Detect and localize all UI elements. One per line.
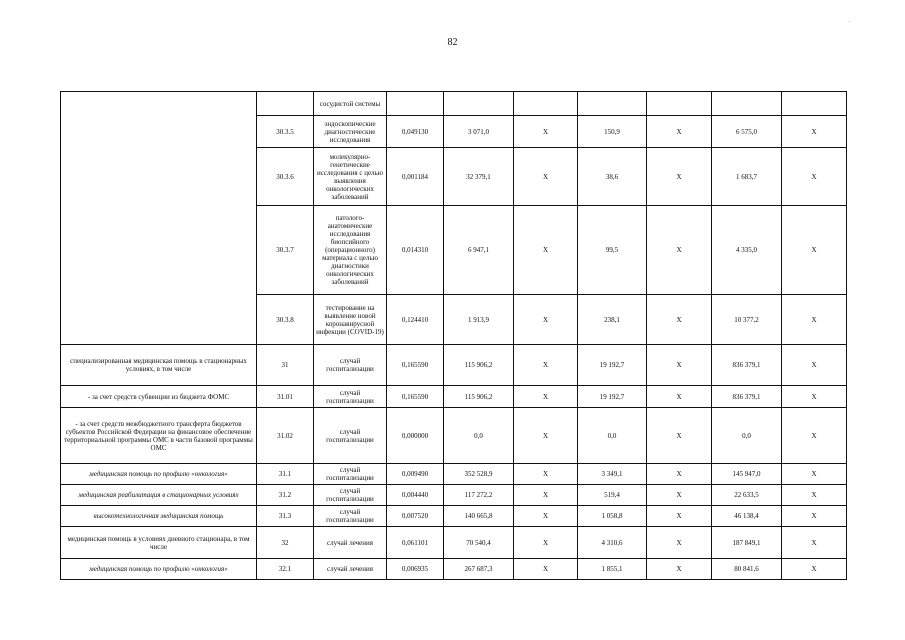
scan-mark: ·: [848, 18, 851, 26]
row-value-cell: X: [782, 559, 847, 580]
row-value-cell: 1 855,1: [578, 559, 647, 580]
row-code-cell: 31.02: [257, 408, 314, 464]
row-value-cell: 187 849,1: [712, 527, 782, 559]
row-value-cell: 19 192,7: [578, 345, 647, 386]
row-unit-cell: случай госпитализации: [314, 345, 387, 386]
row-value-cell: 1 913,9: [444, 295, 514, 345]
row-value-cell: 115 906,2: [444, 386, 514, 408]
row-value-cell: 32 379,1: [444, 148, 514, 206]
row-value-cell: 115 906,2: [444, 345, 514, 386]
row-value-cell: 0,165590: [387, 386, 444, 408]
row-value-cell: 22 633,5: [712, 485, 782, 506]
row-value-cell: X: [647, 345, 712, 386]
row-value-cell: X: [782, 295, 847, 345]
row-value-cell: 352 528,9: [444, 464, 514, 485]
row-unit-cell: случай госпитализации: [314, 506, 387, 527]
row-value-cell: X: [514, 485, 578, 506]
row-value-cell: 836 379,1: [712, 386, 782, 408]
row-value-cell: 6 947,1: [444, 206, 514, 295]
row-code-cell: [257, 92, 314, 116]
row-code-cell: 30.3.7: [257, 206, 314, 295]
row-unit-cell: тестирование на выявление новой коронавирусной инфекции (COVID-19): [314, 295, 387, 345]
row-value-cell: 3 071,0: [444, 116, 514, 148]
row-value-cell: [444, 92, 514, 116]
row-unit-cell: случай госпитализации: [314, 386, 387, 408]
row-value-cell: 38,6: [578, 148, 647, 206]
row-value-cell: X: [782, 206, 847, 295]
row-unit-cell: случай лечения: [314, 559, 387, 580]
table-row: [61, 464, 847, 485]
row-value-cell: 3 349,1: [578, 464, 647, 485]
row-unit-cell: случай госпитализации: [314, 464, 387, 485]
row-value-cell: X: [782, 148, 847, 206]
row-code-cell: 32.1: [257, 559, 314, 580]
row-code-cell: 31.1: [257, 464, 314, 485]
row-value-cell: 117 272,2: [444, 485, 514, 506]
budget-table: [60, 91, 847, 580]
row-value-cell: X: [514, 148, 578, 206]
row-value-cell: 46 138,4: [712, 506, 782, 527]
table-row: [61, 527, 847, 559]
row-value-cell: X: [647, 485, 712, 506]
row-value-cell: 0,000000: [387, 408, 444, 464]
row-value-cell: 836 379,1: [712, 345, 782, 386]
row-value-cell: 0,004440: [387, 485, 444, 506]
row-value-cell: 0,0: [444, 408, 514, 464]
row-value-cell: 0,0: [578, 408, 647, 464]
row-value-cell: X: [647, 464, 712, 485]
row-value-cell: 140 665,8: [444, 506, 514, 527]
row-name-cell: высокотехнологичная медицинская помощь: [61, 506, 257, 527]
row-value-cell: 10 377,2: [712, 295, 782, 345]
row-code-cell: 31.2: [257, 485, 314, 506]
row-value-cell: 70 540,4: [444, 527, 514, 559]
row-unit-cell: эндоскопические диагностические исследования: [314, 116, 387, 148]
row-value-cell: X: [647, 408, 712, 464]
row-name-cell: медицинская помощь по профилю «онкология»: [61, 559, 257, 580]
row-value-cell: 238,1: [578, 295, 647, 345]
row-value-cell: X: [782, 116, 847, 148]
row-value-cell: 99,5: [578, 206, 647, 295]
row-value-cell: 80 841,6: [712, 559, 782, 580]
row-value-cell: X: [782, 527, 847, 559]
row-unit-cell: случай лечения: [314, 527, 387, 559]
table-row: [61, 408, 847, 464]
row-value-cell: X: [782, 464, 847, 485]
row-value-cell: 0,014310: [387, 206, 444, 295]
row-unit-cell: сосудистой системы: [314, 92, 387, 116]
row-value-cell: 0,007520: [387, 506, 444, 527]
row-value-cell: [514, 92, 578, 116]
row-value-cell: X: [514, 386, 578, 408]
row-code-cell: 31: [257, 345, 314, 386]
row-code-cell: 30.3.5: [257, 116, 314, 148]
row-value-cell: 0,165590: [387, 345, 444, 386]
row-value-cell: X: [514, 295, 578, 345]
row-unit-cell: случай госпитализации: [314, 485, 387, 506]
row-value-cell: 150,9: [578, 116, 647, 148]
row-value-cell: 0,049130: [387, 116, 444, 148]
row-value-cell: 0,061101: [387, 527, 444, 559]
row-value-cell: X: [514, 464, 578, 485]
row-name-cell: - за счет средств межбюджетного трансферта бюджетов субъектов Российской Федерации на финансовое обеспечение территориальной программы ОМС в части базовой программы ОМС: [61, 408, 257, 464]
row-value-cell: [782, 92, 847, 116]
row-value-cell: 0,006935: [387, 559, 444, 580]
table-row: [61, 386, 847, 408]
row-value-cell: X: [514, 345, 578, 386]
row-value-cell: X: [782, 485, 847, 506]
row-name-cell: [61, 92, 257, 345]
page-number: 82: [447, 37, 458, 48]
row-value-cell: X: [782, 408, 847, 464]
row-code-cell: 30.3.6: [257, 148, 314, 206]
row-name-cell: специализированная медицинская помощь в стационарных условиях, в том числе: [61, 345, 257, 386]
row-value-cell: X: [647, 116, 712, 148]
row-value-cell: 519,4: [578, 485, 647, 506]
row-value-cell: X: [514, 506, 578, 527]
row-value-cell: X: [514, 559, 578, 580]
row-value-cell: X: [514, 206, 578, 295]
row-value-cell: 267 687,3: [444, 559, 514, 580]
row-value-cell: 0,0: [712, 408, 782, 464]
row-name-cell: - за счет средств субвенции из бюджета ФОМС: [61, 386, 257, 408]
row-unit-cell: случай госпитализации: [314, 408, 387, 464]
row-code-cell: 31.3: [257, 506, 314, 527]
row-value-cell: 6 575,0: [712, 116, 782, 148]
row-value-cell: 19 192,7: [578, 386, 647, 408]
row-value-cell: X: [647, 559, 712, 580]
row-value-cell: 1 058,8: [578, 506, 647, 527]
row-value-cell: 1 683,7: [712, 148, 782, 206]
table-row: [61, 506, 847, 527]
row-value-cell: X: [647, 527, 712, 559]
row-value-cell: X: [647, 506, 712, 527]
row-value-cell: 4 335,0: [712, 206, 782, 295]
table-row: [61, 92, 847, 116]
row-unit-cell: патолого-анатомические исследования биопсийного (операционного) материала с целью диагностики онкологических заболеваний: [314, 206, 387, 295]
row-value-cell: 145 947,0: [712, 464, 782, 485]
row-code-cell: 30.3.8: [257, 295, 314, 345]
row-value-cell: [387, 92, 444, 116]
row-name-cell: медицинская реабилитация в стационарных условиях: [61, 485, 257, 506]
row-unit-cell: молекулярно-генетические исследования с целью выявления онкологических заболеваний: [314, 148, 387, 206]
row-value-cell: [712, 92, 782, 116]
row-value-cell: X: [782, 345, 847, 386]
row-value-cell: [578, 92, 647, 116]
row-code-cell: 31.01: [257, 386, 314, 408]
table-row: [61, 485, 847, 506]
row-value-cell: 4 310,6: [578, 527, 647, 559]
row-value-cell: 0,009490: [387, 464, 444, 485]
row-code-cell: 32: [257, 527, 314, 559]
row-name-cell: медицинская помощь по профилю «онкология»: [61, 464, 257, 485]
row-value-cell: X: [647, 295, 712, 345]
row-value-cell: X: [514, 527, 578, 559]
row-value-cell: X: [647, 148, 712, 206]
row-value-cell: [647, 92, 712, 116]
row-value-cell: X: [782, 506, 847, 527]
table-row: [61, 345, 847, 386]
row-value-cell: X: [514, 408, 578, 464]
row-value-cell: X: [647, 206, 712, 295]
table-row: [61, 559, 847, 580]
row-value-cell: 0,001184: [387, 148, 444, 206]
row-value-cell: X: [647, 386, 712, 408]
row-value-cell: X: [782, 386, 847, 408]
row-value-cell: 0,124410: [387, 295, 444, 345]
row-name-cell: медицинская помощь в условиях дневного стационара, в том числе: [61, 527, 257, 559]
row-value-cell: X: [514, 116, 578, 148]
